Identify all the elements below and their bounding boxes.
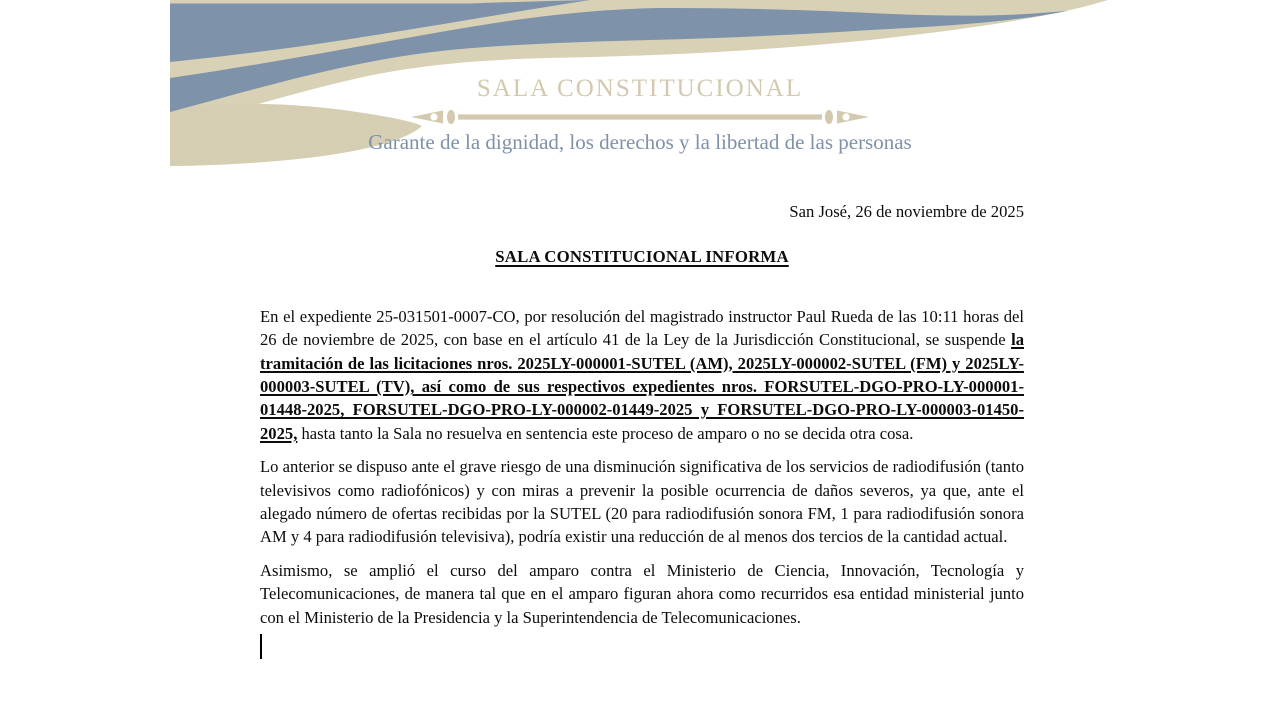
divider-ornament-right-icon	[837, 111, 869, 124]
divider-ornament-left-icon	[411, 111, 443, 124]
document-text-area[interactable]	[260, 196, 1024, 659]
paragraph-1[interactable]	[260, 305, 1024, 445]
letterhead-divider-icon	[410, 109, 870, 125]
paragraph-1-closing: hasta tanto la Sala no resuelva en sentencia este proceso de amparo o no se decida otra cosa.	[297, 423, 914, 443]
letterhead-tagline: Garante de la dignidad, los derechos y la libertad de las personas	[368, 130, 912, 154]
paragraph-3[interactable]: Asimismo, se amplió el curso del amparo contra el Ministerio de Ciencia, Innovación, Tecnología y Telecomunicaciones, de manera tal que en el amparo figuran ahora como recurridos esa entidad ministerial junto con el Ministerio de la Presidencia y la Superintendencia de Telecomunicaciones.	[260, 560, 1024, 627]
date-line[interactable]: San José, 26 de noviembre de 2025	[789, 202, 1024, 221]
paragraph-1-emphasis: la tramitación de las licitaciones nros. 2025LY-000001-SUTEL (AM), 2025LY-000002-SUTEL (FM) y 2025LY-000003-SUTEL (TV), así como de sus respectivos expedientes nros. FORSUTEL-DGO-PRO-LY-000001-01448-2025, FORSUTEL-DGO-PRO-LY-000002-01449-2025 y FORSUTEL-DGO-PRO-LY-000003-01450-2025,	[260, 330, 1024, 443]
letterhead-title: SALA CONSTITUCIONAL	[476, 75, 804, 102]
document-heading[interactable]: SALA CONSTITUCIONAL INFORMA	[495, 247, 789, 267]
paragraph-1-intro: En el expediente 25-031501-0007-CO, por resolución del magistrado instructor Paul Rueda de las 10:11 horas del 26 de noviembre de 2025, con base en el artículo 41 de la Ley de la Jurisdicción Constitucional, se suspende	[260, 306, 1024, 350]
paragraph-2[interactable]: Lo anterior se dispuso ante el grave riesgo de una disminución significativa de los servicios de radiodifusión (tanto televisivos como radiofónicos) y con miras a prevenir la posible ocurrencia de daños severos, ya que, ante el alegado número de ofertas recibidas por la SUTEL (20 para radiodifusión sonora FM, 1 para radiodifusión sonora AM y 4 para radiodifusión televisiva), podría existir una reducción de al menos dos tercios de la cantidad actual.	[260, 457, 1024, 547]
letterhead	[170, 0, 1110, 172]
text-cursor	[260, 634, 262, 659]
